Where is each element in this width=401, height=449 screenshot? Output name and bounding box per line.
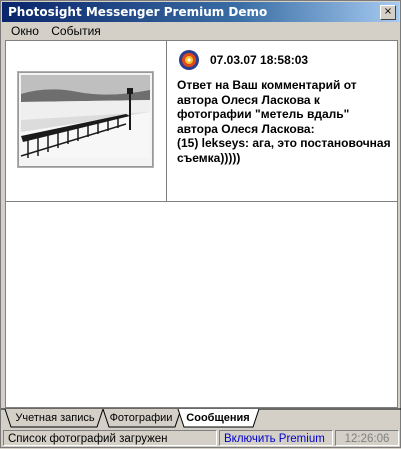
status-bar [1,429,401,449]
photo-cell [6,41,167,201]
window-title: Photosight Messenger Premium Demo [8,5,268,19]
close-button[interactable]: × [380,5,396,20]
photo-thumbnail[interactable] [17,71,154,168]
menu-events[interactable]: События [51,24,101,38]
event-datetime: 07.03.07 18:58:03 [210,53,309,67]
event-item[interactable] [6,41,397,202]
enable-premium-link[interactable]: Включить Premium [219,430,333,446]
event-list[interactable] [5,40,398,408]
tab-account[interactable]: Учетная запись [15,412,95,424]
title-bar[interactable] [2,2,399,22]
menu-bar [2,22,399,40]
menu-window[interactable]: Окно [11,24,39,38]
tab-bar [1,408,401,428]
status-text: Список фотографий загружен [3,430,217,446]
event-message: Ответ на Ваш комментарий от автора Олеся Ласкова к фотографии "метель вдаль" автора Олеся Ласкова: (15) lekseys: ага, это постановочная съемка))))) [177,78,391,165]
tab-messages[interactable]: Сообщения [186,412,250,424]
tab-photos[interactable]: Фотографии [109,412,173,424]
message-cell [174,41,394,201]
status-time: 12:26:06 [335,430,399,446]
photosight-logo-icon [178,49,200,71]
